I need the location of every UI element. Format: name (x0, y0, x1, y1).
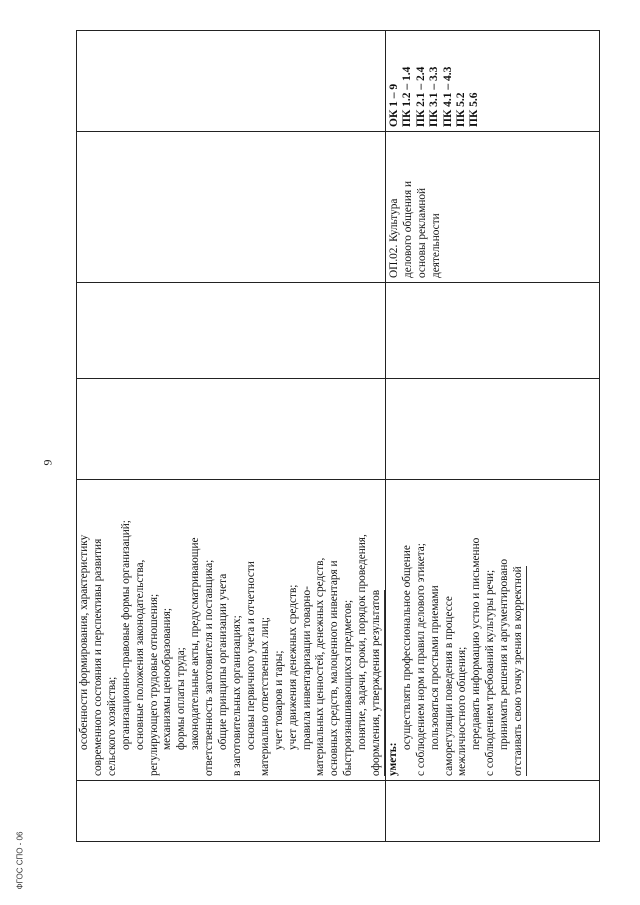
hours-cell (77, 283, 386, 379)
knowledge-line: регулирующего трудовые отношения; (147, 593, 160, 776)
knowledge-list (77, 480, 385, 780)
competency-codes (386, 31, 484, 131)
knowledge-line: оформления, утверждения результатов (370, 484, 385, 776)
skills-block (386, 480, 527, 780)
knowledge-line: материально ответственных лиц; (258, 617, 271, 776)
knowledge-line: современного состояния и перспективы развития (91, 538, 104, 776)
competency-code: ПК 3.1 – 3.3 (428, 66, 441, 127)
competency-cell-empty (77, 31, 386, 132)
curriculum-table (76, 30, 600, 842)
skill-line: саморегуляции поведения в процессе (442, 596, 455, 776)
competency-code: ПК 1.2 – 1.4 (401, 66, 414, 127)
competency-code: ОК 1 – 9 (387, 83, 400, 127)
knowledge-line: понятие, задачи, сроки, порядок проведения, (356, 534, 369, 750)
knowledge-line: основы первичного учета и отчетности (244, 561, 257, 750)
page-number: 9 (40, 459, 55, 466)
discipline-line: делового общения и (401, 180, 414, 278)
knowledge-line: основных средств, малоценного инвентаря и (328, 560, 341, 776)
table-row-knowledge (77, 31, 386, 842)
hours-cell (385, 283, 599, 379)
competency-code: ПК 2.1 – 2.4 (414, 66, 427, 127)
skill-line: пользоваться простыми приемами (428, 585, 441, 750)
table-row-skills (385, 31, 599, 842)
skill-line: межличностного общения; (456, 646, 469, 776)
knowledge-line: законодательные акты, предусматривающие (189, 537, 202, 750)
knowledge-line: сельского хозяйства; (105, 676, 118, 776)
knowledge-line: ответственность заготовителя и поставщика; (203, 559, 216, 776)
knowledge-line: формы оплаты труда; (175, 647, 188, 750)
discipline-cell-empty (77, 132, 386, 283)
discipline-name (386, 132, 446, 282)
skill-line: отстаивать свою точку зрения в корректной (512, 484, 527, 776)
discipline-line: основы рекламной (415, 187, 428, 278)
discipline-line: ОП.02. Культура (387, 198, 400, 278)
skill-line: принимать решения и аргументировано (498, 558, 511, 750)
max-load-cell (77, 379, 386, 480)
knowledge-cell (77, 480, 386, 781)
knowledge-line: общие принципы организации учета (217, 573, 230, 750)
page-footer: ФГОС СПО - 06 (15, 831, 25, 890)
knowledge-line: правила инвентаризации товарно- (300, 586, 313, 750)
knowledge-line: материальных ценностей, денежных средств, (314, 557, 327, 776)
knowledge-line: учет товаров и тары; (272, 650, 285, 750)
competency-code: ПК 5.6 (468, 92, 481, 127)
knowledge-line: быстроизнашивающихся предметов; (342, 599, 355, 776)
skill-line: передавать информацию устно и письменно (470, 537, 483, 750)
max-load-cell (385, 379, 599, 480)
skills-cell (385, 480, 599, 781)
knowledge-line: в заготовительных организациях; (230, 615, 243, 776)
skill-line: с соблюдением норм и правил делового этикета; (414, 543, 427, 776)
skill-line: с соблюдением требований культуры речи; (484, 569, 497, 776)
discipline-cell (385, 132, 599, 283)
discipline-line: деятельности (429, 213, 442, 278)
skills-list (401, 484, 527, 776)
knowledge-line: особенности формирования, характеристику (78, 534, 90, 750)
skills-heading: уметь: (386, 742, 399, 776)
index-cell (77, 781, 386, 842)
index-cell (385, 781, 599, 842)
knowledge-line: организационно-правовые формы организаций; (119, 520, 132, 750)
competency-code: ПК 4.1 – 4.3 (441, 66, 454, 127)
knowledge-line: основные положения законодательства, (133, 559, 146, 750)
rotated-table-container (76, 37, 556, 842)
skill-line: осуществлять профессиональное общение (400, 545, 413, 750)
competency-code: ПК 5.2 (454, 92, 467, 127)
knowledge-line: учет движения денежных средств; (286, 584, 299, 750)
competency-cell (385, 31, 599, 132)
knowledge-line: механизмы ценообразования; (161, 608, 174, 750)
